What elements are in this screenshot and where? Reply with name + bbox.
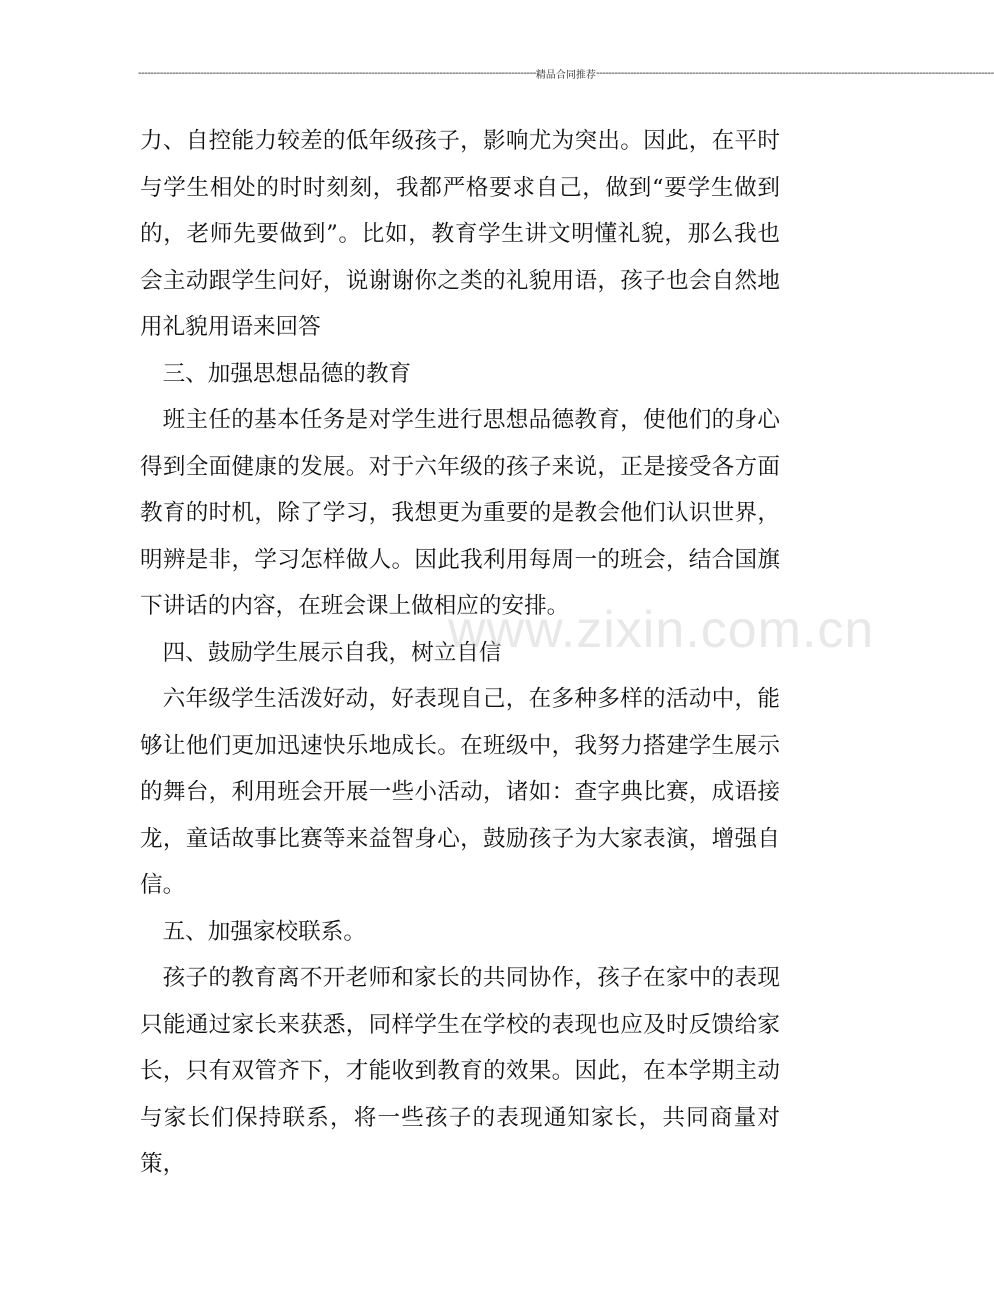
paragraph-section-4: 六年级学生活泼好动，好表现自己，在多种多样的活动中，能够让他们更加迅速快乐地成长。在班级中，我努力搭建学生展示的舞台，利用班会开展一些小活动，诸如：查字典比赛，成语接龙，童话故事比赛等来益智身心，鼓励孩子为大家表演，增强自信。: [140, 686, 780, 898]
header-rule-left: --------------------------------------------------------------------------------------------------------------------------------: [138, 68, 536, 79]
section-heading-4: 四、鼓励学生展示自我，树立自信: [162, 639, 502, 666]
page-header: [138, 66, 994, 81]
header-label: 精品合同推荐: [535, 70, 596, 81]
paragraph-section-5: 孩子的教育离不开老师和家长的共同协作，孩子在家中的表现只能通过家长来获悉，同样学生在学校的表现也应及时反馈给家长，只有双管齐下，才能收到教育的效果。因此，在本学期主动与家长们保持联系，将一些孩子的表现通知家长，共同商量对策，: [140, 965, 780, 1177]
section-heading-5: 五、加强家校联系。: [162, 918, 366, 945]
paragraph-continuation: 力、自控能力较差的低年级孩子，影响尤为突出。因此，在平时与学生相处的时时刻刻，我都严格要求自己，做到“要学生做到的，老师先要做到”。比如，教育学生讲文明懂礼貌，那么我也会主动跟学生问好，说谢谢你之类的礼貌用语，孩子也会自然地用礼貌用语来回答: [140, 128, 780, 340]
section-heading-3: 三、加强思想品德的教育: [162, 360, 412, 387]
header-rule-right: --------------------------------------------------------------------------------------------------------------------------------: [595, 68, 994, 79]
paragraph-section-3: 班主任的基本任务是对学生进行思想品德教育，使他们的身心得到全面健康的发展。对于六年级的孩子来说，正是接受各方面教育的时机，除了学习，我想更为重要的是教会他们认识世界，明辨是非，学习怎样做人。因此我利用每周一的班会，结合国旗下讲话的内容，在班会课上做相应的安排。: [140, 407, 780, 619]
document-body: [140, 118, 780, 1188]
watermark: www.zixin.com.cn: [448, 601, 875, 659]
